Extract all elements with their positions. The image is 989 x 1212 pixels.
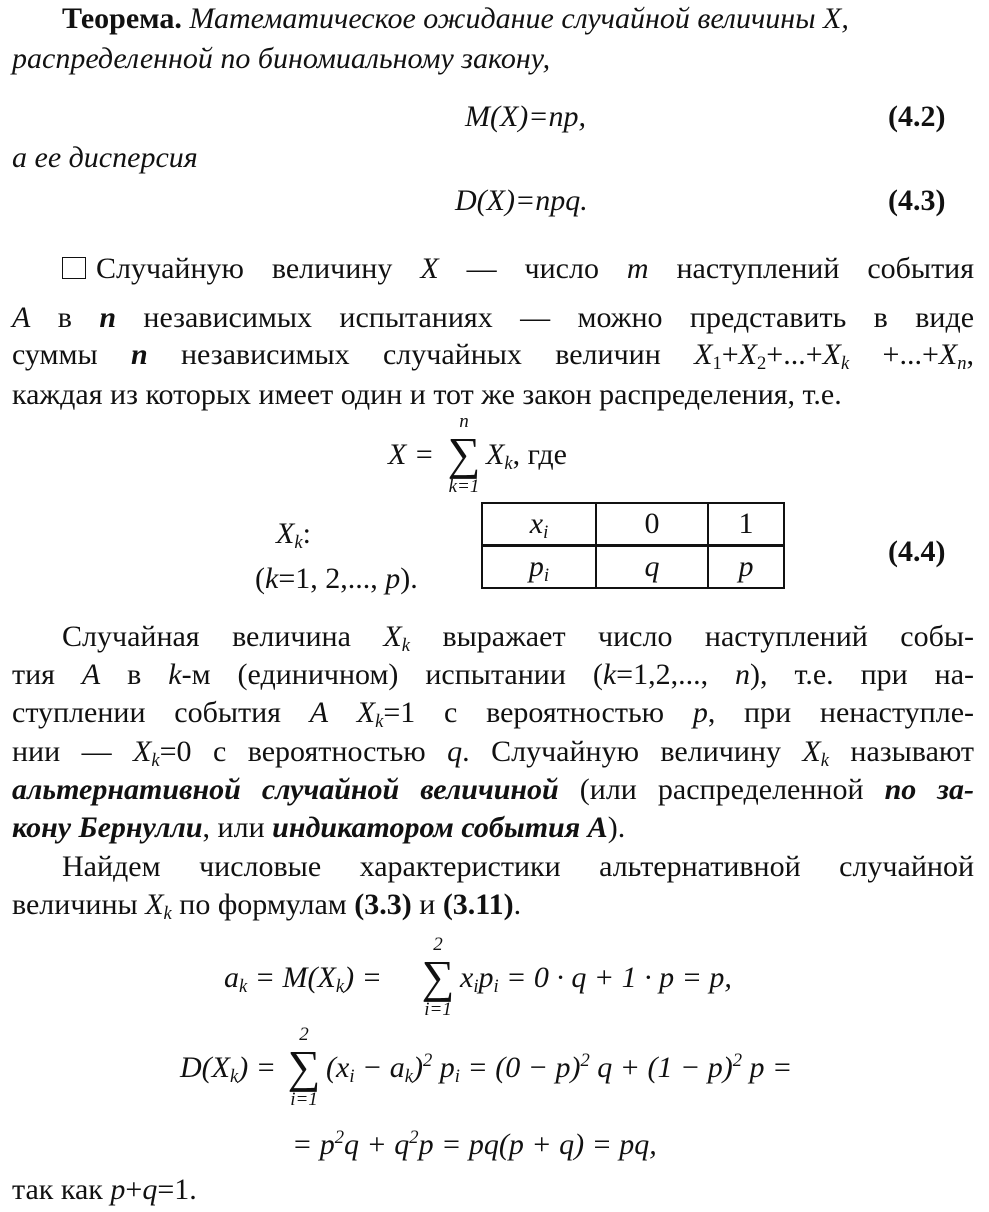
- para2-line-4: нии — $X_k=0$ с вероятностью q. Случайную величину $X_k$ называют: [12, 735, 975, 772]
- table-cell: p: [708, 546, 784, 589]
- formula-d-sum: 2 ∑ i=1: [287, 1024, 321, 1110]
- formula-d-rhs: $(x_i - a_k)^2$ $p_i = (0 - p)^2$ $q + (1 - p)^2$ p =: [326, 1049, 793, 1088]
- sigma-icon: ∑: [421, 951, 455, 1002]
- table-cell: 0: [596, 503, 708, 546]
- theorem-text-1: Математическое ожидание случайной величины X,: [189, 2, 849, 35]
- sum-upper: n: [459, 411, 469, 432]
- table-row: [482, 546, 784, 589]
- sum-operator: [446, 412, 482, 496]
- formula-d-lhs: $D(X_k)$ =: [180, 1051, 276, 1088]
- distribution-label: $X_k$:: [276, 517, 311, 554]
- formula-ak-rhs: $x_ip_i = 0 \cdot q + 1 \cdot p = p$,: [460, 961, 732, 998]
- eq-4-2-formula: M(X)=np,: [465, 100, 587, 133]
- distribution-table: [481, 502, 785, 589]
- sum-lower: k=1: [448, 476, 480, 497]
- sum-term: $X_k$, где: [486, 438, 567, 475]
- para1-sum-expression: $X_1+X_2+...+X_k +...+X_n$,: [694, 338, 975, 375]
- para2-line-1: Случайная величина $X_k$ выражает число наступлений собы-: [62, 620, 975, 657]
- para2-line-3: ступлении события A $X_k=1$ с вероятностью p, при ненаступле-: [12, 696, 975, 733]
- eq-4-3-number: (4.3): [888, 184, 946, 217]
- sigma-icon: ∑: [287, 1041, 321, 1092]
- formula-ak-sum: 2 ∑ i=1: [421, 934, 455, 1020]
- theorem-label: Теорема.: [62, 2, 182, 35]
- proof-start-box-icon: [62, 257, 86, 279]
- para3-line-2: величины $X_k$ по формулам (3.3) и (3.11).: [12, 888, 522, 925]
- formula-d-line-2: = $p^2q + q^2p = pq(p + q)$ = pq,: [292, 1126, 657, 1161]
- formula-ak-lhs: $a_k = M(X_k)$ =: [224, 961, 382, 998]
- sum-lhs: X =: [388, 438, 435, 471]
- eq-4-3-formula: D(X)=npq.: [455, 184, 588, 217]
- para1-line-1: Случайную величину X — число m наступлений события: [62, 254, 974, 284]
- para2-line-6: кону Бернулли, или индикатором события A).: [12, 811, 626, 844]
- para1-line-4: каждая из которых имеет один и тот же закон распределения, т.е.: [12, 378, 842, 411]
- table-cell: 1: [708, 503, 784, 546]
- table-cell: q: [596, 546, 708, 589]
- para2-line-5: альтернативной случайной величиной (или распределенной по за-: [12, 773, 974, 806]
- table-cell: $p_i$: [482, 546, 596, 589]
- dispersion-intro: а ее дисперсия: [12, 141, 198, 174]
- para3-line-1: Найдем числовые характеристики альтернативной случайной: [62, 850, 974, 883]
- eq-4-2-number: (4.2): [888, 100, 946, 133]
- para1-line-3: суммы n независимых случайных величин $X_1+X_2+...+X_k +...+X_n$,: [12, 338, 975, 375]
- para2-line-2: тия A в k-м (единичном) испытании (k=1,2,..., n), т.е. при на-: [12, 658, 975, 691]
- table-row: [482, 503, 784, 546]
- table-cell: $x_i$: [482, 503, 596, 546]
- para1-line-2: A в n независимых испытаниях — можно представить в виде: [12, 301, 975, 334]
- closing-line: так как p+q=1.: [12, 1173, 197, 1206]
- distribution-range: (k=1, 2,..., p).: [255, 562, 418, 595]
- theorem-line-2: распределенной по биномиальному закону,: [12, 42, 551, 75]
- eq-4-4-number: (4.4): [888, 535, 946, 568]
- sigma-icon: ∑: [447, 428, 481, 479]
- theorem-line-1: [62, 4, 974, 34]
